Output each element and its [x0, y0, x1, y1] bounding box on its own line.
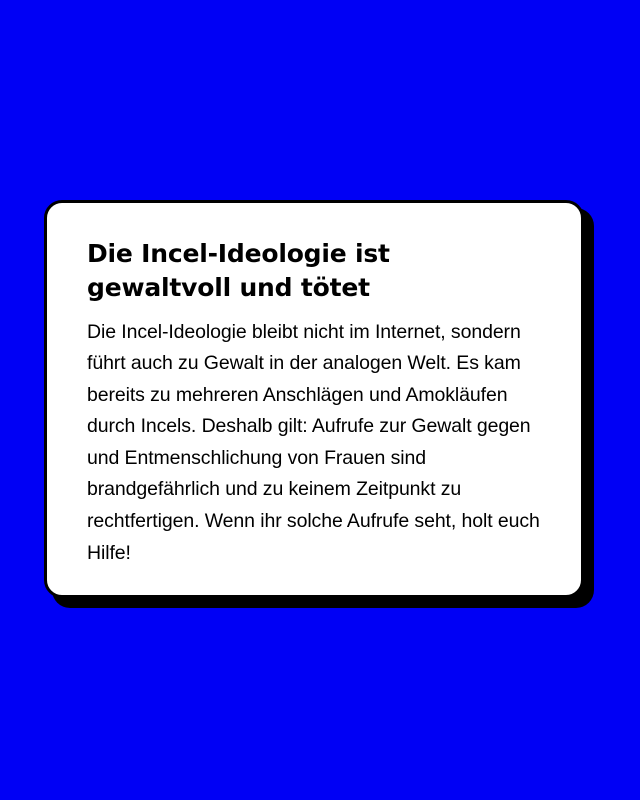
card-body-text: Die Incel-Ideologie bleibt nicht im Internet, sondern führt auch zu Gewalt in der analogen Welt. Es kam bereits zu mehreren Anschlägen und Amokläufen durch Incels. Deshalb gilt: Aufrufe zur Gewalt gegen und Entmenschlichung von Frauen sind brandgefährlich und zu keinem Zeitpunkt zu rechtfertigen. Wenn ihr solche Aufrufe seht, holt euch Hilfe! [87, 320, 540, 564]
card-title: Die Incel-Ideologie ist gewaltvoll und tötet [87, 239, 390, 302]
info-card [44, 200, 584, 598]
